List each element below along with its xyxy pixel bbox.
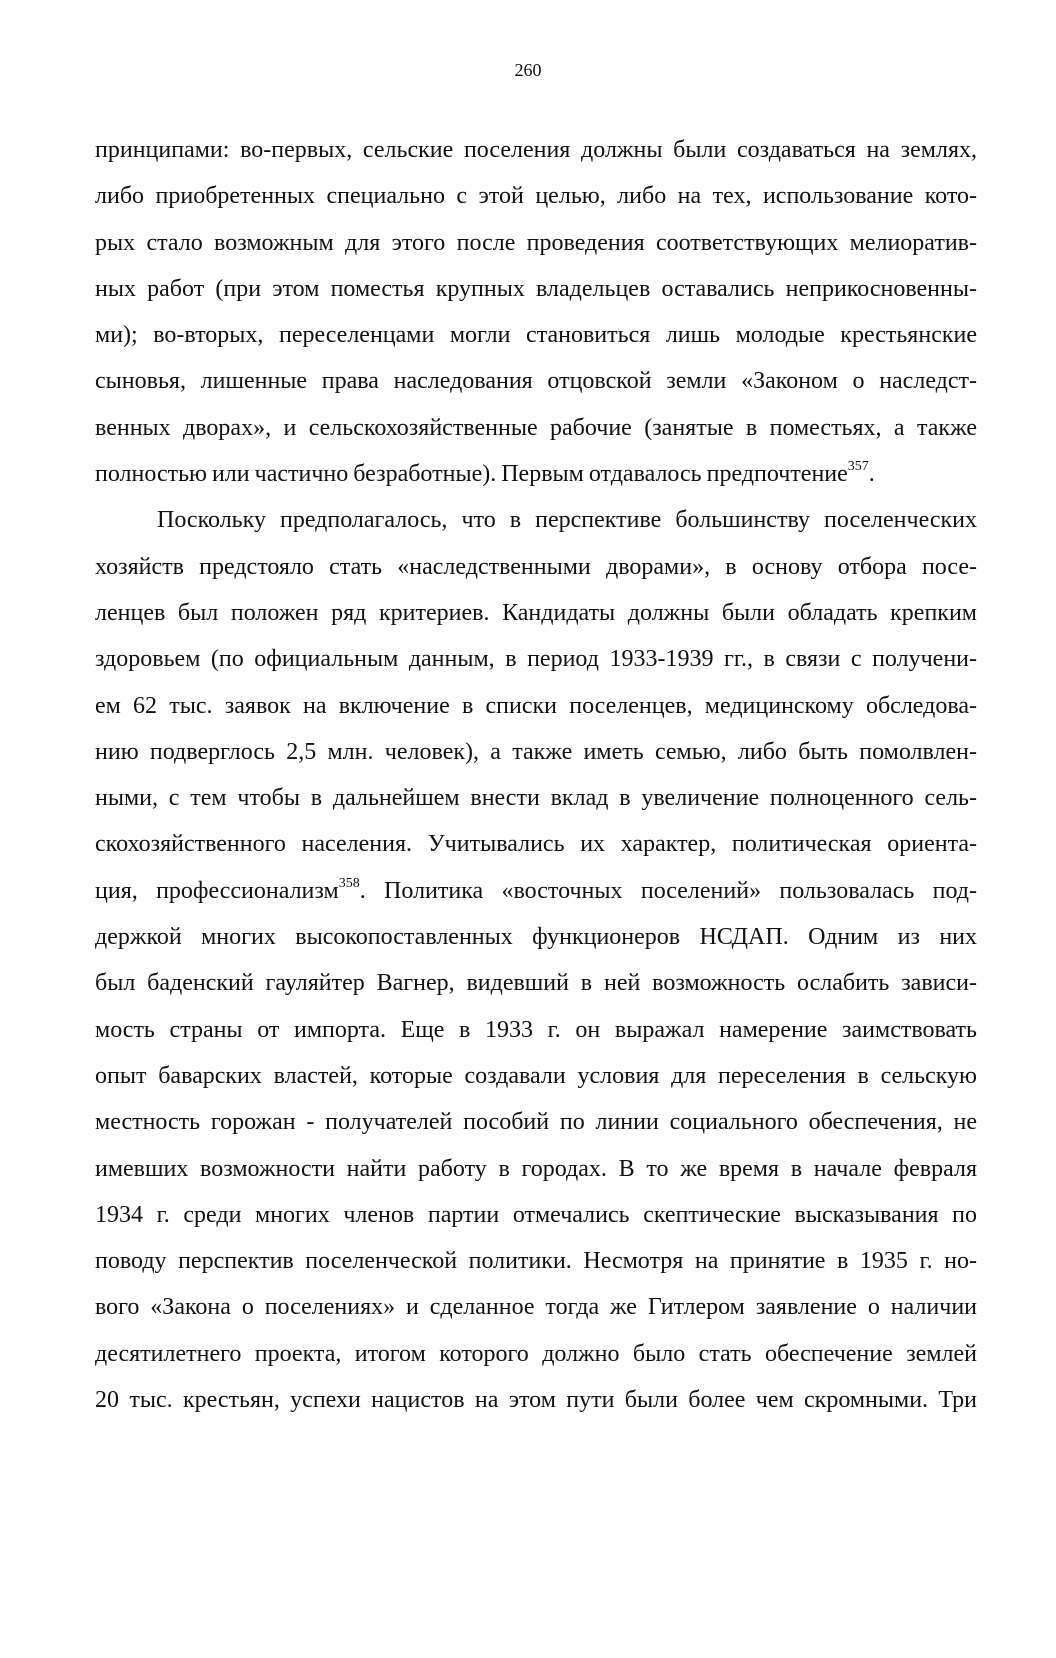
text-line: венных дворах», и сельскохозяйственные рабочие (занятые в поместьях, а также [95,414,977,441]
text-line: поводу перспектив поселенческой политики. Несмотря на принятие в 1935 г. но- [95,1248,977,1275]
paragraph-1 [95,127,977,497]
text-fragment: . [868,461,875,488]
text-line [95,451,977,497]
text-line: хозяйств предстояло стать «наследственными дворами», в основу отбора посе- [95,553,977,580]
text-line: ных работ (при этом поместья крупных владельцев оставались неприкосновенны- [95,275,977,302]
text-line: был баденский гауляйтер Вагнер, видевший в ней возможность ослабить зависи- [95,970,977,997]
text-line: мость страны от импорта. Еще в 1933 г. он выражал намерение заимствовать [95,1016,977,1043]
text-line: скохозяйственного населения. Учитывались их характер, политическая ориента- [95,831,977,858]
body-text [95,127,977,1423]
text-line: Поскольку предполагалось, что в перспективе большинству поселенческих [157,507,977,534]
text-line: ем 62 тыс. заявок на включение в списки поселенцев, медицинскому обследова- [95,692,977,719]
footnote-ref: 357 [847,459,869,475]
text-line: 1934 г. среди многих членов партии отмечались скептические высказывания по [95,1201,977,1228]
paragraph-2 [95,497,977,1423]
text-line: держкой многих высокопоставленных функционеров НСДАП. Одним из них [95,924,977,951]
text-line: ленцев был положен ряд критериев. Кандидаты должны были обладать крепким [95,599,977,626]
text-line: имевших возможности найти работу в городах. В то же время в начале февраля [95,1155,977,1182]
text-line [95,868,977,914]
text-line: ными, с тем чтобы в дальнейшем внести вклад в увеличение полноценного сель- [95,785,977,812]
text-line: вого «Закона о поселениях» и сделанное тогда же Гитлером заявление о наличии [95,1294,977,1321]
text-fragment: . Политика «восточных поселений» пользовалась под- [359,877,977,904]
page-number: 260 [514,60,542,80]
text-fragment: полностью или частично безработные). Первым отдавалось предпочтение [95,461,848,488]
text-line: здоровьем (по официальным данным, в период 1933-1939 гг., в связи с получени- [95,646,977,673]
text-line: рых стало возможным для этого после проведения соответствующих мелиоратив- [95,229,977,256]
text-fragment: ция, профессионализм [95,877,339,904]
text-line: ми); во-вторых, переселенцами могли становиться лишь молодые крестьянские [95,322,977,349]
text-line: местность горожан - получателей пособий по линии социального обеспечения, не [95,1109,977,1136]
footnote-ref: 358 [338,875,360,891]
text-line: 20 тыс. крестьян, успехи нацистов на этом пути были более чем скромными. Три [95,1387,977,1414]
text-line: опыт баварских властей, которые создавали условия для переселения в сельскую [95,1062,977,1089]
text-line: либо приобретенных специально с этой целью, либо на тех, использование кото- [95,183,977,210]
text-line: принципами: во-первых, сельские поселения должны были создаваться на землях, [95,137,977,163]
text-line: десятилетнего проекта, итогом которого должно было стать обеспечение землей [95,1340,977,1367]
text-line: сыновья, лишенные права наследования отцовской земли «Законом о наследст- [95,368,977,395]
text-line: нию подверглось 2,5 млн. человек), а также иметь семью, либо быть помолвлен- [95,738,977,765]
